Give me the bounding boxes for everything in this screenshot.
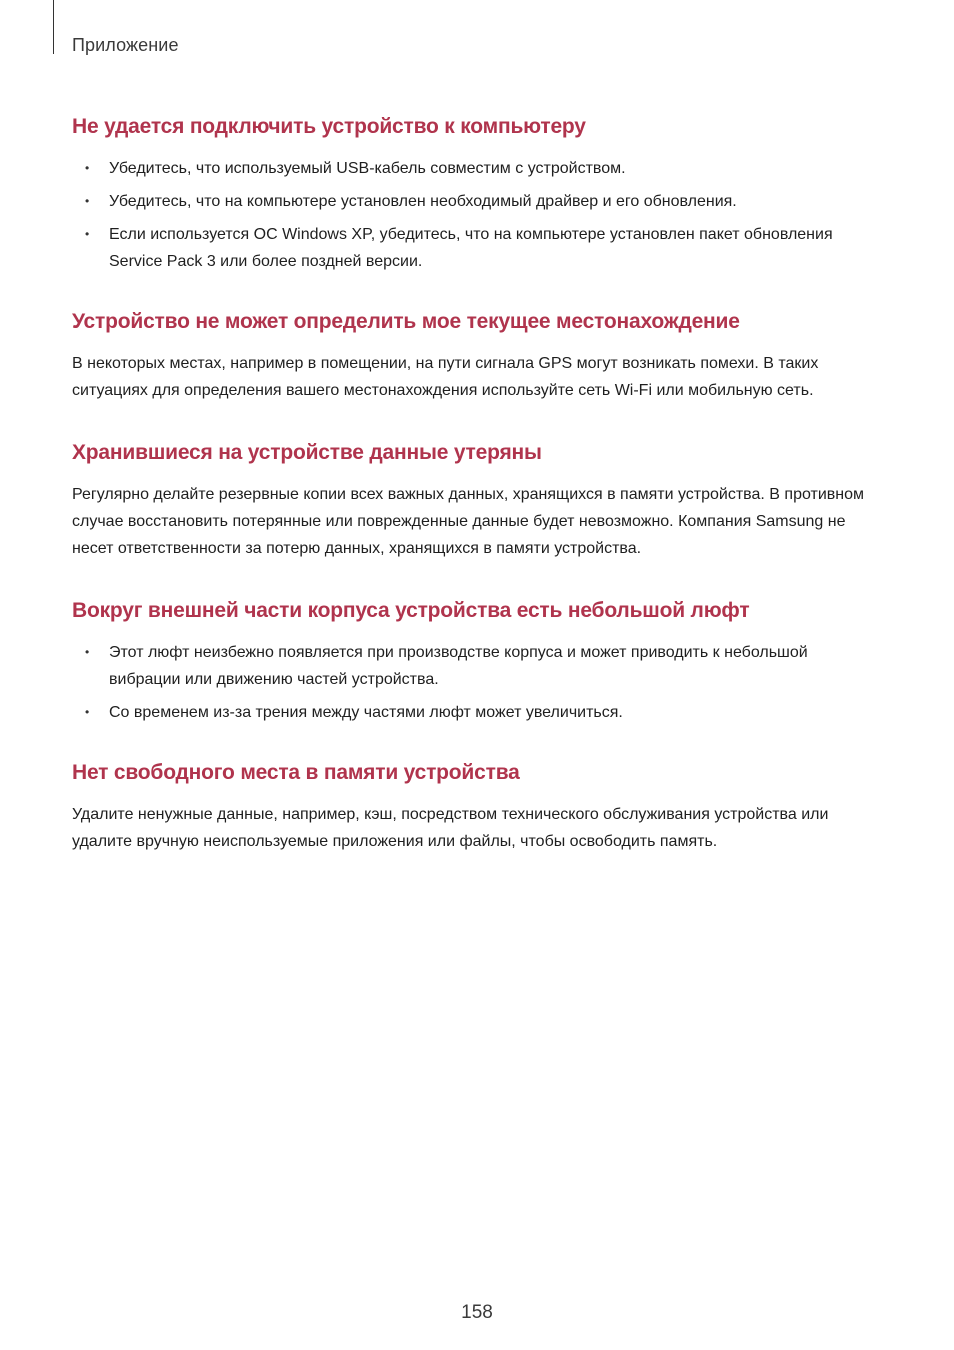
list-item: • Убедитесь, что на компьютере установлен необходимый драйвер и его обновления. [72, 188, 882, 215]
page-corner-mark [53, 0, 54, 54]
section-usb-connection [72, 113, 882, 308]
list-item: • Убедитесь, что используемый USB-кабель совместим с устройством. [72, 155, 882, 182]
section-paragraph: Регулярно делайте резервные копии всех важных данных, хранящихся в памяти устройства. В противном случае восстановить потерянные или поврежденные данные будет невозможно. Компания Samsung не несет ответственности за потерю данных, хранящихся в памяти устройства. [72, 486, 865, 557]
section-title: Нет свободного места в памяти устройства [72, 761, 520, 784]
list-item: • Если используется ОС Windows XP, убедитесь, что на компьютере установлен пакет обновления Service Pack 3 или более поздней версии. [72, 221, 882, 275]
list-item: • Со временем из-за трения между частями люфт может увеличиться. [72, 699, 882, 726]
section-casing-play [72, 597, 882, 759]
section-title: Хранившиеся на устройстве данные утеряны [72, 441, 542, 464]
page-content [72, 113, 882, 855]
section-data-lost [72, 439, 882, 597]
section-location [72, 308, 882, 439]
section-title: Не удается подключить устройство к компьютеру [72, 115, 586, 138]
list-item: • Этот люфт неизбежно появляется при производстве корпуса и может приводить к небольшой вибрации или движению частей устройства. [72, 639, 882, 693]
section-paragraph: Удалите ненужные данные, например, кэш, посредством технического обслуживания устройства или удалите вручную неиспользуемые приложения или файлы, чтобы освободить память. [72, 806, 829, 850]
bullet-icon: • [85, 194, 90, 208]
section-no-free-space [72, 759, 882, 855]
running-header: Приложение [72, 35, 179, 55]
section-title: Вокруг внешней части корпуса устройства есть небольшой люфт [72, 599, 750, 622]
bullet-list [72, 639, 882, 726]
section-paragraph: В некоторых местах, например в помещении, на пути сигнала GPS могут возникать помехи. В таких ситуациях для определения вашего местонахождения используйте сеть Wi-Fi или мобильную сеть. [72, 355, 819, 399]
bullet-list [72, 155, 882, 275]
bullet-icon: • [85, 227, 90, 241]
section-title: Устройство не может определить мое текущее местонахождение [72, 310, 740, 333]
bullet-icon: • [85, 161, 90, 175]
bullet-icon: • [85, 645, 90, 659]
page-number: 158 [461, 1302, 493, 1323]
bullet-icon: • [85, 705, 90, 719]
